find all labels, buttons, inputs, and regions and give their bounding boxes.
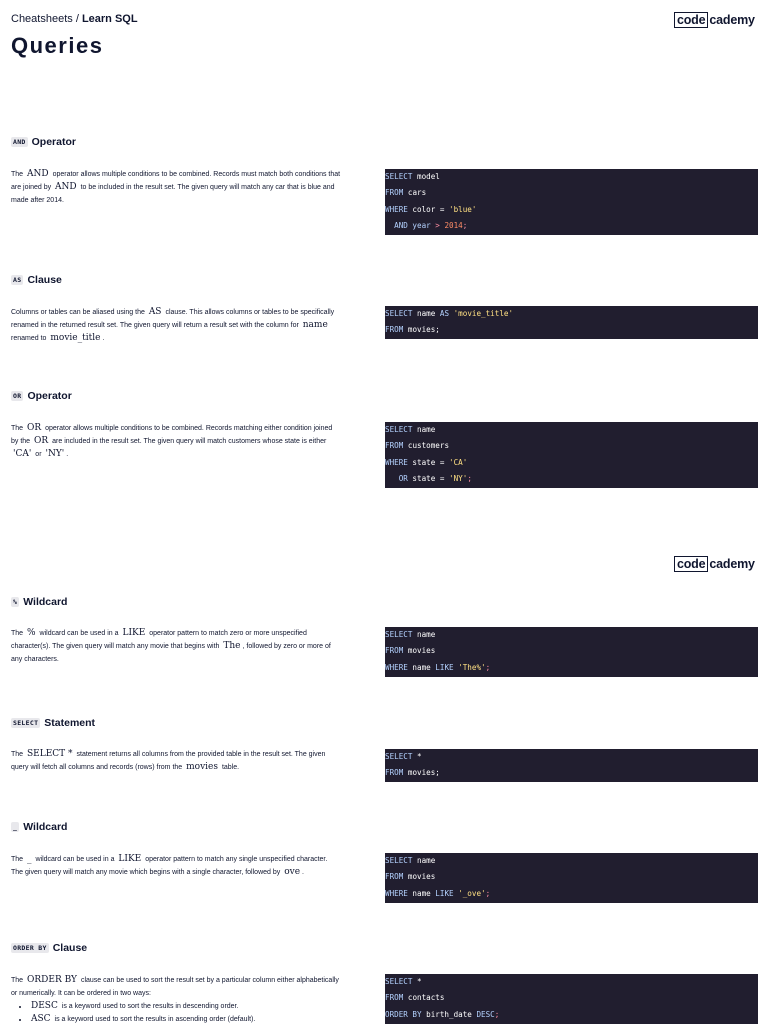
code-text: name	[412, 309, 440, 318]
code-keyword: FROM	[385, 188, 404, 198]
section-description-underscore	[11, 853, 341, 879]
inline-code: movie_title	[50, 333, 101, 343]
code-string: 'NY'	[449, 473, 468, 483]
section-description-as	[11, 306, 341, 345]
inline-code: LIKE	[122, 628, 146, 638]
code-keyword: WHERE	[385, 662, 408, 672]
section-heading: Clause	[52, 942, 88, 954]
section-title-select	[11, 717, 95, 729]
code-text: birth_date	[421, 1009, 477, 1019]
section-heading: Statement	[44, 717, 96, 729]
inline-code: OR	[27, 423, 42, 433]
section-heading: Wildcard	[23, 821, 68, 833]
code-punct: ;	[485, 662, 491, 672]
code-text: year	[407, 220, 436, 230]
section-tag: _	[13, 823, 18, 831]
section-title-underscore	[11, 821, 67, 833]
section-title-as	[11, 274, 62, 286]
breadcrumb-current[interactable]: Learn SQL	[81, 13, 138, 25]
code-text: movies	[403, 872, 436, 882]
code-operator: >	[435, 220, 440, 230]
desc-text: clause. This allows columns or tables to be specifically renamed in the returned result set. The given query will return a result set with the column for	[11, 309, 335, 329]
code-keyword: SELECT	[385, 309, 413, 318]
inline-code: AND	[55, 182, 77, 192]
desc-text: The	[11, 751, 24, 758]
inline-code: SELECT *	[27, 749, 73, 759]
code-keyword: DESC	[476, 1009, 495, 1019]
desc-text: operator pattern to match any single unspecified character. The given query will match any movie which begins with a single character, followed by	[11, 856, 328, 876]
code-block-select[interactable]	[385, 749, 758, 782]
section-tag: AS	[13, 276, 22, 284]
code-string: '_ove'	[453, 888, 486, 898]
code-keyword: OR	[385, 473, 408, 483]
desc-text: table.	[221, 764, 240, 771]
code-text: name	[407, 888, 436, 898]
section-heading: Wildcard	[23, 596, 68, 608]
section-title-percent	[11, 596, 67, 608]
desc-text: operator allows multiple conditions to be combined. Records must match both conditions that are joined by	[11, 171, 341, 191]
code-line	[385, 471, 758, 487]
code-string: 'blue'	[449, 204, 477, 214]
desc-text: .	[102, 335, 105, 342]
code-line	[385, 218, 758, 234]
code-keyword: FROM	[385, 646, 404, 656]
logo-boxed-text: code	[674, 556, 708, 572]
code-line	[385, 974, 758, 990]
code-block-as[interactable]	[385, 306, 758, 339]
inline-code: ove	[284, 867, 301, 877]
code-text: movies;	[403, 325, 440, 335]
code-keyword: AND	[385, 220, 408, 230]
code-text: state =	[407, 457, 450, 467]
desc-text: are included in the result set. The given query will match customers whose state is either	[52, 438, 327, 445]
code-keyword: LIKE	[435, 888, 454, 898]
code-punct: ;	[494, 1009, 500, 1019]
code-keyword: SELECT	[385, 856, 413, 865]
inline-code: ASC	[31, 1014, 51, 1024]
section-title-and	[11, 136, 76, 148]
desc-text: The	[11, 977, 24, 984]
code-line	[385, 990, 758, 1006]
code-text: *	[412, 977, 422, 986]
code-line	[385, 765, 758, 781]
code-line	[385, 749, 758, 765]
code-keyword: WHERE	[385, 204, 408, 214]
code-punct: ;	[467, 473, 472, 483]
code-line	[385, 869, 758, 885]
code-text: name	[412, 630, 436, 639]
code-text: movies;	[403, 768, 440, 778]
list-item	[29, 1000, 341, 1013]
logo-boxed-text: code	[674, 12, 708, 28]
inline-code: The	[223, 641, 241, 651]
list-item	[29, 1013, 341, 1026]
code-line	[385, 627, 758, 643]
section-heading: Operator	[27, 390, 72, 402]
code-punct: ;	[485, 888, 491, 898]
section-description-and	[11, 168, 341, 207]
desc-text: operator allows multiple conditions to be combined. Records matching either condition joined by the	[11, 425, 333, 445]
code-keyword: SELECT	[385, 977, 413, 986]
code-keyword: ORDER BY	[385, 1009, 422, 1019]
section-tag: AND	[13, 138, 26, 146]
section-heading: Operator	[31, 136, 76, 148]
code-line	[385, 322, 758, 338]
code-string: 'movie_title'	[449, 309, 514, 318]
breadcrumb	[11, 13, 138, 25]
section-tag: OR	[13, 392, 22, 400]
inline-code: OR	[34, 436, 49, 446]
code-keyword: FROM	[385, 993, 404, 1003]
code-line	[385, 1007, 758, 1023]
code-line	[385, 455, 758, 471]
inline-code: ORDER BY	[27, 975, 77, 985]
codecademy-logo[interactable]	[674, 12, 755, 28]
inline-code: AS	[148, 307, 162, 317]
code-block-underscore[interactable]	[385, 853, 758, 903]
code-keyword: SELECT	[385, 172, 413, 181]
section-tag: ORDER BY	[13, 944, 47, 952]
inline-code: name	[302, 320, 328, 330]
code-text: name	[412, 425, 436, 434]
inline-code: LIKE	[118, 854, 142, 864]
desc-text: The	[11, 856, 24, 863]
desc-text: clause can be used to sort the result set by a particular column either alphabetically or numerically. It can be ordered in two ways:	[11, 977, 339, 997]
inline-code: _	[27, 854, 32, 864]
code-keyword: FROM	[385, 768, 404, 778]
code-line	[385, 643, 758, 659]
desc-text: .	[302, 869, 304, 876]
section-description-orderby	[11, 974, 341, 1026]
section-description-percent	[11, 627, 341, 666]
inline-code: 'NY'	[45, 449, 65, 459]
code-text: contacts	[403, 993, 445, 1003]
desc-text: is a keyword used to sort the results in ascending order (default).	[54, 1016, 256, 1023]
code-text: color =	[407, 204, 450, 214]
desc-text: .	[66, 451, 69, 458]
code-line	[385, 886, 758, 902]
code-string: 'CA'	[449, 457, 468, 467]
code-text: name	[407, 662, 436, 672]
code-line	[385, 422, 758, 438]
code-text: customers	[403, 441, 450, 451]
desc-text: wildcard can be used in a	[35, 856, 115, 863]
inline-code: 'CA'	[13, 449, 32, 459]
section-heading: Clause	[27, 274, 62, 286]
breadcrumb-separator: /	[72, 13, 82, 25]
codecademy-logo-page2[interactable]	[674, 556, 755, 572]
code-text: movies	[403, 646, 436, 656]
code-line	[385, 438, 758, 454]
section-description-select	[11, 748, 341, 774]
code-keyword: FROM	[385, 441, 404, 451]
section-tag: SELECT	[13, 719, 39, 727]
inline-code: movies	[186, 762, 218, 772]
section-title-or	[11, 390, 72, 402]
code-line	[385, 169, 758, 185]
desc-text: statement returns all columns from the provided table in the result set. The given query will fetch all columns and records (rows) from the	[11, 751, 326, 771]
code-text: name	[412, 856, 436, 865]
code-text: *	[412, 752, 422, 761]
code-keyword: SELECT	[385, 752, 413, 761]
code-block-orderby[interactable]	[385, 974, 758, 1024]
code-keyword: WHERE	[385, 457, 408, 467]
inline-code: AND	[27, 169, 49, 179]
desc-text: The	[11, 171, 24, 178]
desc-text: The	[11, 425, 24, 432]
desc-text: Columns or tables can be aliased using the	[11, 309, 145, 316]
inline-code: %	[27, 628, 36, 638]
desc-text: wildcard can be used in a	[39, 630, 119, 637]
desc-text: or	[35, 451, 42, 458]
section-tag: %	[13, 598, 18, 606]
code-block-and[interactable]	[385, 169, 758, 235]
code-line	[385, 202, 758, 218]
code-line	[385, 660, 758, 676]
code-text: cars	[403, 188, 427, 198]
desc-text: The	[11, 630, 24, 637]
logo-rest-text: cademy	[709, 557, 755, 571]
code-text: state =	[407, 473, 450, 483]
sort-order-list	[11, 1000, 341, 1026]
code-text: model	[412, 172, 440, 181]
section-description-or	[11, 422, 341, 461]
desc-text: renamed to	[11, 335, 47, 342]
code-line	[385, 853, 758, 869]
code-string: 'The%'	[453, 662, 486, 672]
code-line	[385, 306, 758, 322]
code-line	[385, 185, 758, 201]
breadcrumb-root-link[interactable]: Cheatsheets	[11, 13, 73, 25]
code-punct: ;	[462, 220, 468, 230]
desc-text: operator pattern to match zero or more unspecified character(s). The given query will match any movie that begins with	[11, 630, 307, 650]
code-keyword: SELECT	[385, 425, 413, 434]
code-number: 2014	[439, 220, 463, 230]
desc-text: , followed by zero or more of any characters.	[11, 643, 331, 663]
desc-text: is a keyword used to sort the results in descending order.	[61, 1003, 239, 1010]
code-keyword: AS	[439, 309, 450, 318]
desc-text: to be included in the result set. The given query will match any car that is blue and made after 2014.	[11, 184, 335, 204]
code-keyword: SELECT	[385, 630, 413, 639]
page-title: Queries	[11, 33, 104, 58]
inline-code: DESC	[31, 1001, 58, 1011]
code-block-or[interactable]	[385, 422, 758, 488]
code-keyword: LIKE	[435, 662, 454, 672]
code-keyword: WHERE	[385, 888, 408, 898]
code-block-percent[interactable]	[385, 627, 758, 677]
code-keyword: FROM	[385, 872, 404, 882]
logo-rest-text: cademy	[709, 13, 755, 27]
code-keyword: FROM	[385, 325, 404, 335]
section-title-orderby	[11, 942, 87, 954]
